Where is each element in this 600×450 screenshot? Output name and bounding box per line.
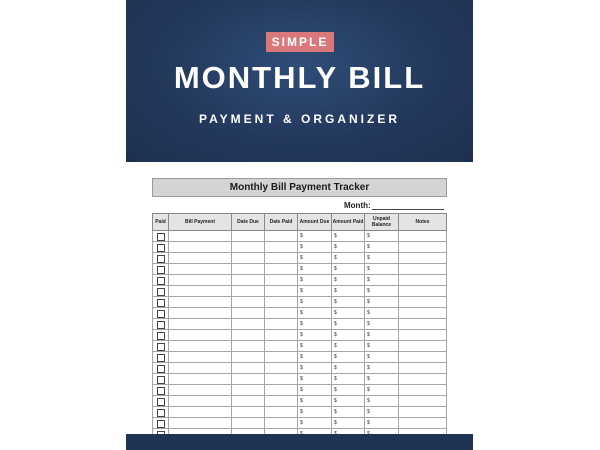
blank-cell	[399, 231, 447, 242]
paid-checkbox[interactable]	[157, 277, 165, 285]
currency-cell	[332, 418, 365, 429]
currency-cell	[365, 396, 399, 407]
blank-cell	[399, 418, 447, 429]
blank-cell	[169, 385, 232, 396]
blank-cell	[232, 319, 265, 330]
table-row	[153, 396, 447, 407]
currency-cell	[298, 253, 332, 264]
blank-cell	[265, 286, 298, 297]
currency-symbol: $	[367, 321, 370, 327]
cover-title: MONTHLY BILL	[173, 60, 426, 95]
currency-symbol: $	[334, 409, 337, 415]
blank-cell	[399, 275, 447, 286]
currency-symbol: $	[300, 244, 303, 250]
blank-cell	[232, 297, 265, 308]
paid-checkbox[interactable]	[157, 288, 165, 296]
blank-cell	[399, 385, 447, 396]
blank-cell	[232, 407, 265, 418]
currency-cell	[298, 363, 332, 374]
blank-cell	[265, 275, 298, 286]
paid-checkbox[interactable]	[157, 299, 165, 307]
paid-checkbox[interactable]	[157, 233, 165, 241]
currency-cell	[298, 407, 332, 418]
currency-cell	[332, 286, 365, 297]
bill-tracker-table	[152, 213, 447, 440]
currency-cell	[298, 264, 332, 275]
blank-cell	[232, 308, 265, 319]
table-row	[153, 407, 447, 418]
currency-cell	[365, 308, 399, 319]
currency-symbol: $	[300, 321, 303, 327]
blank-cell	[265, 341, 298, 352]
currency-symbol: $	[367, 266, 370, 272]
paid-checkbox[interactable]	[157, 387, 165, 395]
month-fill-line	[372, 209, 444, 210]
paid-cell[interactable]	[153, 385, 169, 396]
table-row	[153, 330, 447, 341]
blank-cell	[232, 242, 265, 253]
currency-symbol: $	[367, 420, 370, 426]
blank-cell	[399, 374, 447, 385]
paid-checkbox[interactable]	[157, 398, 165, 406]
currency-symbol: $	[300, 365, 303, 371]
blank-cell	[265, 363, 298, 374]
currency-symbol: $	[334, 277, 337, 283]
currency-cell	[365, 275, 399, 286]
blank-cell	[232, 275, 265, 286]
currency-cell	[365, 374, 399, 385]
table-row	[153, 385, 447, 396]
table-header-row	[153, 214, 447, 231]
currency-cell	[365, 242, 399, 253]
currency-symbol: $	[300, 398, 303, 404]
paid-cell[interactable]	[153, 297, 169, 308]
col-header-unpaid-balance: Unpaid Balance	[365, 214, 399, 231]
blank-cell	[169, 253, 232, 264]
table-row	[153, 264, 447, 275]
paid-checkbox[interactable]	[157, 255, 165, 263]
cover-subtitle: PAYMENT & ORGANIZER	[198, 112, 400, 126]
blank-cell	[399, 341, 447, 352]
blank-cell	[399, 407, 447, 418]
currency-cell	[332, 374, 365, 385]
blank-cell	[169, 275, 232, 286]
currency-symbol: $	[334, 387, 337, 393]
blank-cell	[169, 374, 232, 385]
currency-symbol: $	[367, 277, 370, 283]
blank-cell	[169, 396, 232, 407]
currency-symbol: $	[300, 233, 303, 239]
currency-cell	[332, 308, 365, 319]
table-row	[153, 352, 447, 363]
currency-symbol: $	[300, 343, 303, 349]
table-row	[153, 319, 447, 330]
table-row	[153, 297, 447, 308]
currency-cell	[365, 407, 399, 418]
blank-cell	[265, 297, 298, 308]
paid-cell[interactable]	[153, 396, 169, 407]
paid-cell[interactable]	[153, 319, 169, 330]
paid-cell[interactable]	[153, 231, 169, 242]
col-header-paid: Paid	[153, 214, 169, 231]
currency-cell	[365, 297, 399, 308]
simple-tag: SIMPLE	[266, 32, 334, 52]
blank-cell	[265, 385, 298, 396]
blank-cell	[232, 374, 265, 385]
currency-cell	[298, 341, 332, 352]
blank-cell	[399, 253, 447, 264]
table-row	[153, 275, 447, 286]
currency-symbol: $	[367, 343, 370, 349]
currency-cell	[298, 418, 332, 429]
blank-cell	[169, 264, 232, 275]
paid-cell[interactable]	[153, 352, 169, 363]
blank-cell	[232, 352, 265, 363]
blank-cell	[399, 396, 447, 407]
blank-cell	[265, 352, 298, 363]
currency-symbol: $	[367, 409, 370, 415]
blank-cell	[399, 319, 447, 330]
paid-checkbox[interactable]	[157, 244, 165, 252]
currency-symbol: $	[334, 398, 337, 404]
currency-symbol: $	[300, 387, 303, 393]
currency-cell	[332, 319, 365, 330]
blank-cell	[265, 374, 298, 385]
currency-cell	[365, 418, 399, 429]
currency-symbol: $	[300, 409, 303, 415]
blank-cell	[265, 330, 298, 341]
currency-symbol: $	[367, 398, 370, 404]
table-row	[153, 341, 447, 352]
blank-cell	[232, 396, 265, 407]
paid-cell[interactable]	[153, 308, 169, 319]
blank-cell	[399, 264, 447, 275]
currency-symbol: $	[334, 365, 337, 371]
blank-cell	[169, 363, 232, 374]
blank-cell	[399, 242, 447, 253]
currency-symbol: $	[334, 233, 337, 239]
currency-cell	[365, 385, 399, 396]
currency-symbol: $	[334, 310, 337, 316]
blank-cell	[232, 231, 265, 242]
currency-cell	[332, 242, 365, 253]
col-header-notes: Notes	[399, 214, 447, 231]
month-label: Month:	[344, 201, 371, 210]
blank-cell	[265, 418, 298, 429]
currency-symbol: $	[367, 387, 370, 393]
currency-cell	[365, 286, 399, 297]
paid-checkbox[interactable]	[157, 266, 165, 274]
table-body	[153, 231, 447, 440]
paid-cell[interactable]	[153, 242, 169, 253]
currency-cell	[298, 352, 332, 363]
currency-symbol: $	[300, 420, 303, 426]
table-row	[153, 308, 447, 319]
currency-cell	[298, 396, 332, 407]
paid-checkbox[interactable]	[157, 354, 165, 362]
currency-cell	[298, 286, 332, 297]
currency-symbol: $	[334, 299, 337, 305]
blank-cell	[169, 330, 232, 341]
blank-cell	[169, 308, 232, 319]
blank-cell	[232, 363, 265, 374]
currency-cell	[332, 396, 365, 407]
currency-cell	[298, 242, 332, 253]
currency-symbol: $	[334, 354, 337, 360]
col-header-bill-payment: Bill Payment	[169, 214, 232, 231]
paid-cell[interactable]	[153, 418, 169, 429]
currency-symbol: $	[300, 266, 303, 272]
currency-symbol: $	[334, 288, 337, 294]
currency-symbol: $	[334, 343, 337, 349]
currency-cell	[332, 341, 365, 352]
paid-checkbox[interactable]	[157, 376, 165, 384]
blank-cell	[169, 407, 232, 418]
table-row	[153, 242, 447, 253]
currency-symbol: $	[334, 332, 337, 338]
paid-checkbox[interactable]	[157, 321, 165, 329]
blank-cell	[399, 297, 447, 308]
currency-cell	[365, 330, 399, 341]
currency-symbol: $	[300, 376, 303, 382]
currency-cell	[332, 330, 365, 341]
blank-cell	[265, 319, 298, 330]
currency-symbol: $	[300, 288, 303, 294]
blank-cell	[169, 352, 232, 363]
currency-symbol: $	[367, 365, 370, 371]
currency-symbol: $	[367, 354, 370, 360]
paid-cell[interactable]	[153, 330, 169, 341]
currency-symbol: $	[367, 233, 370, 239]
currency-cell	[365, 231, 399, 242]
currency-symbol: $	[367, 244, 370, 250]
blank-cell	[232, 330, 265, 341]
currency-symbol: $	[300, 354, 303, 360]
blank-cell	[399, 330, 447, 341]
currency-symbol: $	[367, 299, 370, 305]
currency-symbol: $	[334, 244, 337, 250]
cover-bottom-bar	[126, 434, 473, 450]
blank-cell	[265, 264, 298, 275]
blank-cell	[265, 242, 298, 253]
blank-cell	[169, 341, 232, 352]
currency-cell	[298, 385, 332, 396]
currency-symbol: $	[300, 310, 303, 316]
currency-symbol: $	[300, 332, 303, 338]
blank-cell	[169, 286, 232, 297]
currency-symbol: $	[334, 266, 337, 272]
currency-symbol: $	[367, 332, 370, 338]
blank-cell	[169, 319, 232, 330]
paid-checkbox[interactable]	[157, 409, 165, 417]
paid-cell[interactable]	[153, 253, 169, 264]
currency-symbol: $	[334, 420, 337, 426]
table-row	[153, 253, 447, 264]
col-header-amount-paid: Amount Paid	[332, 214, 365, 231]
blank-cell	[265, 407, 298, 418]
cover-title-band	[126, 0, 473, 162]
paid-cell[interactable]	[153, 341, 169, 352]
table-row	[153, 363, 447, 374]
currency-cell	[298, 374, 332, 385]
currency-cell	[332, 363, 365, 374]
currency-cell	[332, 297, 365, 308]
currency-cell	[332, 352, 365, 363]
currency-cell	[332, 407, 365, 418]
paid-cell[interactable]	[153, 407, 169, 418]
currency-cell	[332, 264, 365, 275]
paid-cell[interactable]	[153, 363, 169, 374]
currency-cell	[332, 231, 365, 242]
currency-cell	[298, 231, 332, 242]
blank-cell	[169, 297, 232, 308]
currency-cell	[365, 253, 399, 264]
currency-cell	[365, 319, 399, 330]
currency-symbol: $	[334, 321, 337, 327]
paid-checkbox[interactable]	[157, 332, 165, 340]
currency-cell	[365, 352, 399, 363]
paid-cell[interactable]	[153, 286, 169, 297]
currency-symbol: $	[300, 277, 303, 283]
currency-symbol: $	[300, 299, 303, 305]
blank-cell	[232, 341, 265, 352]
blank-cell	[265, 396, 298, 407]
paid-checkbox[interactable]	[157, 420, 165, 428]
currency-symbol: $	[300, 255, 303, 261]
paid-checkbox[interactable]	[157, 365, 165, 373]
blank-cell	[169, 231, 232, 242]
currency-cell	[332, 253, 365, 264]
blank-cell	[399, 363, 447, 374]
currency-symbol: $	[367, 255, 370, 261]
blank-cell	[232, 418, 265, 429]
currency-cell	[332, 275, 365, 286]
currency-symbol: $	[367, 310, 370, 316]
tracker-title: Monthly Bill Payment Tracker	[152, 178, 447, 197]
paid-cell[interactable]	[153, 374, 169, 385]
currency-symbol: $	[334, 255, 337, 261]
col-header-date-due: Date Due	[232, 214, 265, 231]
paid-cell[interactable]	[153, 275, 169, 286]
currency-symbol: $	[334, 376, 337, 382]
paid-checkbox[interactable]	[157, 310, 165, 318]
blank-cell	[399, 286, 447, 297]
book-cover	[126, 0, 473, 450]
table-row	[153, 374, 447, 385]
table-row	[153, 231, 447, 242]
table-row	[153, 286, 447, 297]
currency-cell	[298, 308, 332, 319]
currency-cell	[365, 363, 399, 374]
currency-cell	[332, 385, 365, 396]
blank-cell	[399, 352, 447, 363]
currency-cell	[365, 341, 399, 352]
blank-cell	[169, 418, 232, 429]
paid-cell[interactable]	[153, 264, 169, 275]
blank-cell	[265, 253, 298, 264]
currency-symbol: $	[367, 376, 370, 382]
blank-cell	[232, 264, 265, 275]
col-header-amount-due: Amount Due	[298, 214, 332, 231]
currency-symbol: $	[367, 288, 370, 294]
currency-cell	[365, 264, 399, 275]
paid-checkbox[interactable]	[157, 343, 165, 351]
table-row	[153, 418, 447, 429]
blank-cell	[232, 253, 265, 264]
col-header-date-paid: Date Paid	[265, 214, 298, 231]
blank-cell	[232, 286, 265, 297]
currency-cell	[298, 330, 332, 341]
blank-cell	[265, 231, 298, 242]
currency-cell	[298, 297, 332, 308]
blank-cell	[399, 308, 447, 319]
blank-cell	[265, 308, 298, 319]
currency-cell	[298, 275, 332, 286]
blank-cell	[232, 385, 265, 396]
currency-cell	[298, 319, 332, 330]
blank-cell	[169, 242, 232, 253]
